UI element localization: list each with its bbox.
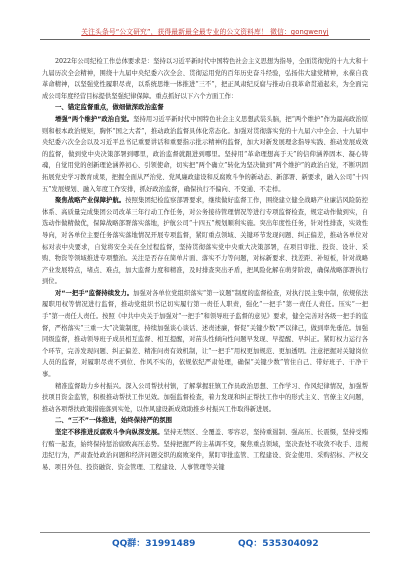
paragraph-political-awareness xyxy=(42,114,368,195)
paragraph-lead: 对“一把手”监督持续发力。 xyxy=(55,289,134,297)
paragraph-text: 坚持用习近平新时代中国特色社会主义思想武装头脑，把“两个维护”作为最高政治原则和根本政治规矩，胸怀“国之大者”，推动政治监督具体化常态化。加强对贯彻落实党的十九届六中全会、十九届中央纪委六次全会以及习近平总书记重要讲话和重要指示批示精神的监督，加大对新发展理念指导实践、推动发展成效的监督，做到党中央决策部署到哪里，政治监督就跟进到哪里。坚持用“革命理想高于天”的信仰涵养固本、凝心铸魂，自觉用党的创新理论涵养初心、引领使命，切实把“两个确立”转化为坚决做到“两个维护”的政治自觉，不断巩固拓展党史学习教育成果，把握全面从严治党、党风廉政建设和反腐败斗争的新动态、新部署、新要求，融入公司“十四五”发展规划、融入年度工作安排，抓好政治监督，确保执行不偏向、不变通、不走样。 xyxy=(42,115,368,193)
document-body xyxy=(42,56,368,473)
header-divider xyxy=(40,39,370,40)
paragraph-top-leader-supervision xyxy=(42,288,368,381)
paragraph-anti-corruption xyxy=(42,427,368,473)
paragraph-rural-revitalization: 精准监督助力乡村振兴。深入公司帮扶村镇，了解掌握驻镇工作员政治思想、工作学习、作风纪律情况，加强帮扶项目资金监管，积极推动帮扶工作见效。加强监督检查，着力发现和纠正帮扶工作中的形式主义、官僚主义问题，推动各项帮扶政策措施落到实处，以作风建设新成效助推乡村振兴工作取得新进展。 xyxy=(42,382,368,413)
header-banner: 关注头条号“公文研究”，获得最新最全最专业的公文资料库！ 微信：gongwenyj xyxy=(81,28,329,36)
section-heading-2: 二、“三不”一体推进，始终保持严的氛围 xyxy=(55,416,173,425)
qq-number-text: QQ：535304092 xyxy=(238,539,319,549)
footer-contact xyxy=(0,536,408,550)
qq-group-text: QQ群：31991489 xyxy=(112,539,196,549)
paragraph-lead: 增强“两个维护”政治自觉。 xyxy=(55,115,134,123)
footer-divider xyxy=(40,532,370,533)
intro-paragraph: 2022年公司纪检工作总体要求是：坚持以习近平新时代中国特色社会主义思想为指导，全面贯彻党的十九大和十九届历次全会精神，围绕十九届中央纪委六次全会、贯彻运用党的百年历史奋斗经验，弘扬伟大建党精神，永葆自我革命精神，以坚强党性履职尽责，以系统思维一体推进“三不”，把正风肃纪反腐与推动自我革命贯通起来，为全面完成公司年度经营目标提供坚强纪律保障。重点抓好以下六个方面工作： xyxy=(42,58,368,100)
section-heading-1: 一、锚定监督重点，做细做深政治监督 xyxy=(55,103,164,112)
paragraph-text: 按照集团纪检监察部署要求，继续做好监督工作，围绕建立健全战略产业廉洁风险防控体系、高质量完成集团公司改革三年行动工作任务，对公务接待管理情况等进行专项监督检查，规定动作做到实，自选动作做精做优，保障战略部署落实落地，护航公司“十四五”规划顺利实施。突出年度性任务，针对性排查，实效性导向，对各单位主要任务落实落地情况开展专项监督，紧盯重点领域、关键环节发现问题、纠正偏差，推动各单位对标对表中央要求，自觉将安全关在全过程监督，坚持贯彻落实党中央重大决策部署，在项目审批、投资、设计、采购、物资等领域推进专项整治。关注是否存在简单片面、落实不力等问题，对标新要求、找差距、补短板，针对战略产业发展特点，堵点、难点，加大监督力度和精准，及时排查突出矛盾，把风险化解在萌芽阶段，确保战略部署执行到位。 xyxy=(42,197,369,286)
paragraph-lead: 聚焦战略产业保障护航。 xyxy=(55,197,126,205)
paragraph-text: 加强对各单位党组织落实“第一议题”制度的监督检查，对执行民主集中制，依规依法履职用权等情况进行监督，推动党组织书记切实履行第一责任人职责，强化“一把手”第一责任人责任。压实“一把手”第一责任人责任。按照《中共中央关于加强对“一把手”和领导班子监督的意见》要求，健全完善对各级一把手的监督，严格落实“三重一大”决策制度，持续加强谈心谈话、述责述廉，督促“关键少数”严以律己，做到率先垂范。加强同级监督，推动领导班子成员相互监督、相互提醒，对苗头性倾向性问题早发现、早提醒、早纠正。紧盯权力运行各个环节，完善发现问题、纠正偏差、精准问责有效机制，让“一把手”用权更加规范、更加透明。注意把握对关键岗位人员的监督，对履职尽责不到位、作风不实的，依规依纪严肃处理，确保“关键少数”管住自己、带好班子、干净干事。 xyxy=(42,289,368,379)
paragraph-strategic-industry xyxy=(42,195,368,288)
paragraph-text: 坚持无禁区、全覆盖、零容忍，坚持重遏制、强高压、长震慑，坚持受贿行贿一起查，始终保持惩治腐败高压态势。坚持把握严的主基调不变，聚焦重点领域，坚决查处不收敛不收手、违规违纪行为，严肃查处政治问题和经济问题交织的腐败案件，紧盯审批监管、工程建设、资金使用、采购招标、产权交易、项目外包、投资融资、资金管理、工程建设、人事管理等关键 xyxy=(42,429,369,471)
paragraph-lead: 坚定不移推进反腐败斗争向纵深发展。 xyxy=(55,429,164,436)
